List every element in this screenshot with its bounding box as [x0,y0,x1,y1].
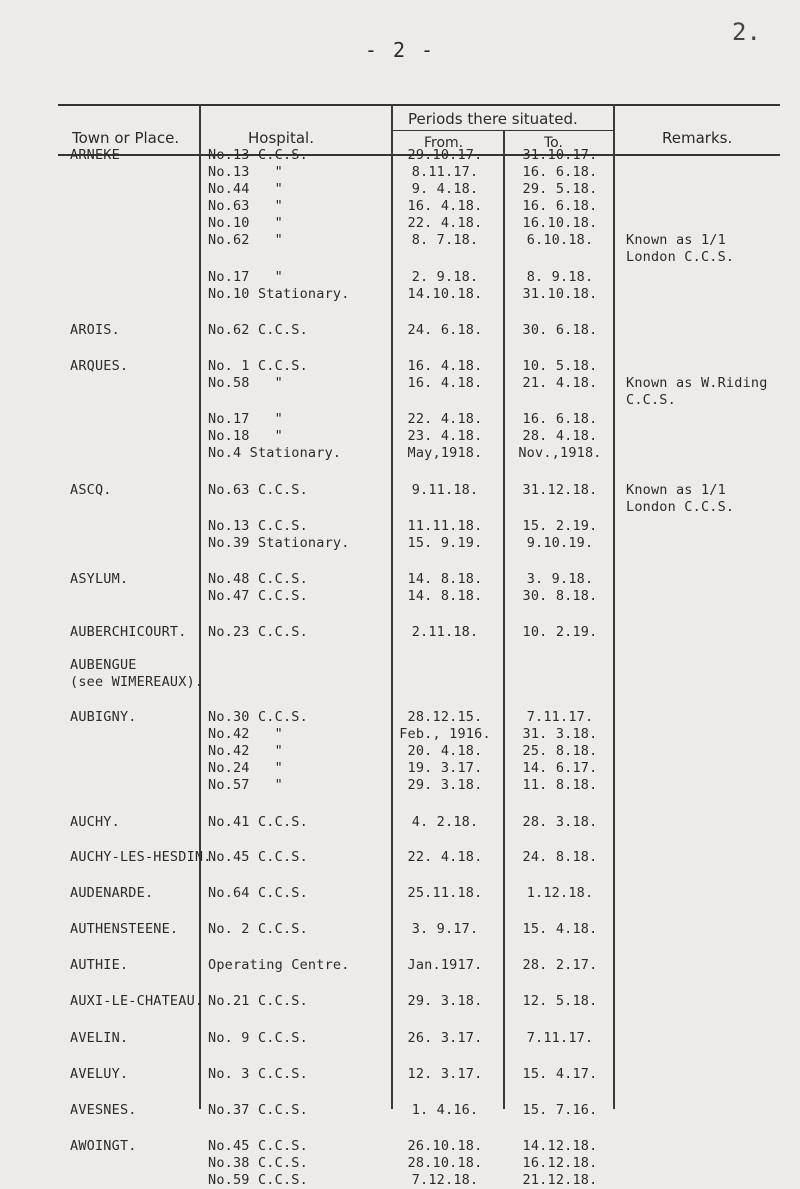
to-date-cell: 16. 6.18. [522,164,598,180]
to-date-cell: 30. 8.18. [522,588,598,604]
town-cell: AUTHIE. [70,957,129,973]
table-top-rule [58,104,780,106]
hospital-cell: No.63 C.C.S. [208,482,308,498]
from-date-cell: 19. 3.17. [407,760,483,776]
to-date-cell: 14. 6.17. [522,760,598,776]
town-cell: AUBERCHICOURT. [70,624,187,640]
hospital-cell: No. 9 C.C.S. [208,1030,308,1046]
to-date-cell: 7.11.17. [526,709,594,725]
hospital-cell: No.10 Stationary. [208,286,350,302]
hospital-cell: No.30 C.C.S. [208,709,308,725]
from-date-cell: Jan.1917. [407,957,483,973]
from-date-cell: 11.11.18. [407,518,483,534]
to-date-cell: 3. 9.18. [526,571,594,587]
to-date-cell: 31.10.17. [522,147,598,163]
header-from: From. [424,135,464,151]
from-date-cell: 22. 4.18. [407,411,483,427]
to-date-cell: 29. 5.18. [522,181,598,197]
from-date-cell: 24. 6.18. [407,322,483,338]
from-date-cell: 26. 3.17. [407,1030,483,1046]
to-date-cell: 15. 7.16. [522,1102,598,1118]
from-date-cell: 23. 4.18. [407,428,483,444]
from-date-cell: 22. 4.18. [407,849,483,865]
hospital-cell: No. 3 C.C.S. [208,1066,308,1082]
hospital-cell: No.48 C.C.S. [208,571,308,587]
to-date-cell: 9.10.19. [526,535,594,551]
hospital-cell: No.47 C.C.S. [208,588,308,604]
hospital-cell: Operating Centre. [208,957,350,973]
to-date-cell: 1.12.18. [526,885,594,901]
town-cell: AUBIGNY. [70,709,137,725]
from-date-cell: 16. 4.18. [407,198,483,214]
to-date-cell: 21. 4.18. [522,375,598,391]
from-date-cell: 29. 3.18. [407,777,483,793]
town-cell: AUCHY. [70,814,120,830]
town-cell: AUDENARDE. [70,885,154,901]
header-remarks: Remarks. [662,129,733,147]
from-date-cell: 15. 9.19. [407,535,483,551]
remarks-cell: Known as 1/1 London C.C.S. [626,482,735,515]
from-date-cell: 16. 4.18. [407,375,483,391]
town-cell: AWOINGT. [70,1138,137,1154]
from-date-cell: 28.10.18. [407,1155,483,1171]
town-cell: ASCQ. [70,482,112,498]
hospital-cell: No.42 " [208,743,283,759]
periods-subheader-rule [391,130,613,131]
town-cell: ASYLUM. [70,571,129,587]
to-date-cell: 8. 9.18. [526,269,594,285]
to-date-cell: 31.12.18. [522,482,598,498]
from-date-cell: 12. 3.17. [407,1066,483,1082]
from-date-cell: 9.11.18. [411,482,479,498]
header-town: Town or Place. [72,129,180,147]
to-date-cell: 16.12.18. [522,1155,598,1171]
to-date-cell: 16.10.18. [522,215,598,231]
to-date-cell: 25. 8.18. [522,743,598,759]
header-hospital: Hospital. [248,129,314,147]
to-date-cell: 16. 6.18. [522,198,598,214]
hospital-cell: No.18 " [208,428,283,444]
hospital-table [58,104,780,1188]
hospital-cell: No.10 " [208,215,283,231]
from-date-cell: 28.12.15. [407,709,483,725]
from-date-cell: 3. 9.17. [411,921,479,937]
to-date-cell: 10. 2.19. [522,624,598,640]
hospital-cell: No.45 C.C.S. [208,1138,308,1154]
town-cell: AVELIN. [70,1030,129,1046]
to-date-cell: 31. 3.18. [522,726,598,742]
to-date-cell: 15. 4.18. [522,921,598,937]
hospital-cell: No.41 C.C.S. [208,814,308,830]
to-date-cell: 7.11.17. [526,1030,594,1046]
to-date-cell: 14.12.18. [522,1138,598,1154]
hospital-cell: No.42 " [208,726,283,742]
to-date-cell: 10. 5.18. [522,358,598,374]
hospital-cell: No.24 " [208,760,283,776]
to-date-cell: 30. 6.18. [522,322,598,338]
hospital-cell: No.17 " [208,411,283,427]
to-date-cell: 16. 6.18. [522,411,598,427]
from-date-cell: 29. 3.18. [407,993,483,1009]
hospital-cell: No.44 " [208,181,283,197]
from-date-cell: 2.11.18. [411,624,479,640]
to-date-cell: 28. 2.17. [522,957,598,973]
from-date-cell: 1. 4.16. [411,1102,479,1118]
town-cell: AUXI-LE-CHATEAU. [70,993,204,1009]
town-cell: AVESNES. [70,1102,137,1118]
town-cell: ARNEKE [70,147,120,163]
header-periods: Periods there situated. [408,110,578,128]
from-date-cell: 9. 4.18. [411,181,479,197]
to-date-cell: 15. 2.19. [522,518,598,534]
to-date-cell: Nov.,1918. [518,445,602,461]
from-date-cell: 2. 9.18. [411,269,479,285]
hospital-cell: No.13 C.C.S. [208,147,308,163]
hospital-cell: No.57 " [208,777,283,793]
to-date-cell: 11. 8.18. [522,777,598,793]
town-cell: AVELUY. [70,1066,129,1082]
from-date-cell: 4. 2.18. [411,814,479,830]
from-date-cell: May,1918. [407,445,483,461]
hospital-cell: No.37 C.C.S. [208,1102,308,1118]
from-date-cell: 14. 8.18. [407,571,483,587]
from-date-cell: 20. 4.18. [407,743,483,759]
from-date-cell: 16. 4.18. [407,358,483,374]
from-date-cell: 8. 7.18. [411,232,479,248]
hospital-cell: No.45 C.C.S. [208,849,308,865]
hospital-cell: No.21 C.C.S. [208,993,308,1009]
hospital-cell: No.13 " [208,164,283,180]
hospital-cell: No.38 C.C.S. [208,1155,308,1171]
hospital-cell: No.13 C.C.S. [208,518,308,534]
from-date-cell: 25.11.18. [407,885,483,901]
hospital-cell: No.63 " [208,198,283,214]
hospital-cell: No.4 Stationary. [208,445,342,461]
remarks-cell: Known as 1/1 London C.C.S. [626,232,735,265]
town-cell: AUTHENSTEENE. [70,921,179,937]
to-date-cell: 31.10.18. [522,286,598,302]
from-date-cell: 8.11.17. [411,164,479,180]
page-number: - 2 - [364,38,436,62]
hospital-cell: No.58 " [208,375,283,391]
town-cell: AROIS. [70,322,120,338]
to-date-cell: 15. 4.17. [522,1066,598,1082]
to-date-cell: 28. 3.18. [522,814,598,830]
to-date-cell: 6.10.18. [526,232,594,248]
remarks-cell: Known as W.Riding C.C.S. [626,375,768,408]
hospital-cell: No.17 " [208,269,283,285]
from-date-cell: 14.10.18. [407,286,483,302]
corner-page-mark: 2. [732,18,761,46]
hospital-cell: No. 2 C.C.S. [208,921,308,937]
from-date-cell: 22. 4.18. [407,215,483,231]
hospital-cell: No.64 C.C.S. [208,885,308,901]
header-to: To. [544,135,563,151]
town-cell: AUCHY-LES-HESDIN. [70,849,212,865]
hospital-cell: No.39 Stationary. [208,535,350,551]
to-date-cell: 28. 4.18. [522,428,598,444]
hospital-cell: No.62 C.C.S. [208,322,308,338]
to-date-cell: 21.12.18. [522,1172,598,1188]
from-date-cell: 26.10.18. [407,1138,483,1154]
hospital-cell: No.23 C.C.S. [208,624,308,640]
from-date-cell: 7.12.18. [411,1172,479,1188]
to-date-cell: 12. 5.18. [522,993,598,1009]
from-date-cell: 14. 8.18. [407,588,483,604]
town-cell: ARQUES. [70,358,129,374]
hospital-cell: No.59 C.C.S. [208,1172,308,1188]
from-date-cell: Feb., 1916. [399,726,491,742]
town-cell: AUBENGUE (see WIMEREAUX). [70,657,204,690]
hospital-cell: No.62 " [208,232,283,248]
hospital-cell: No. 1 C.C.S. [208,358,308,374]
from-date-cell: 29.10.17. [407,147,483,163]
to-date-cell: 24. 8.18. [522,849,598,865]
